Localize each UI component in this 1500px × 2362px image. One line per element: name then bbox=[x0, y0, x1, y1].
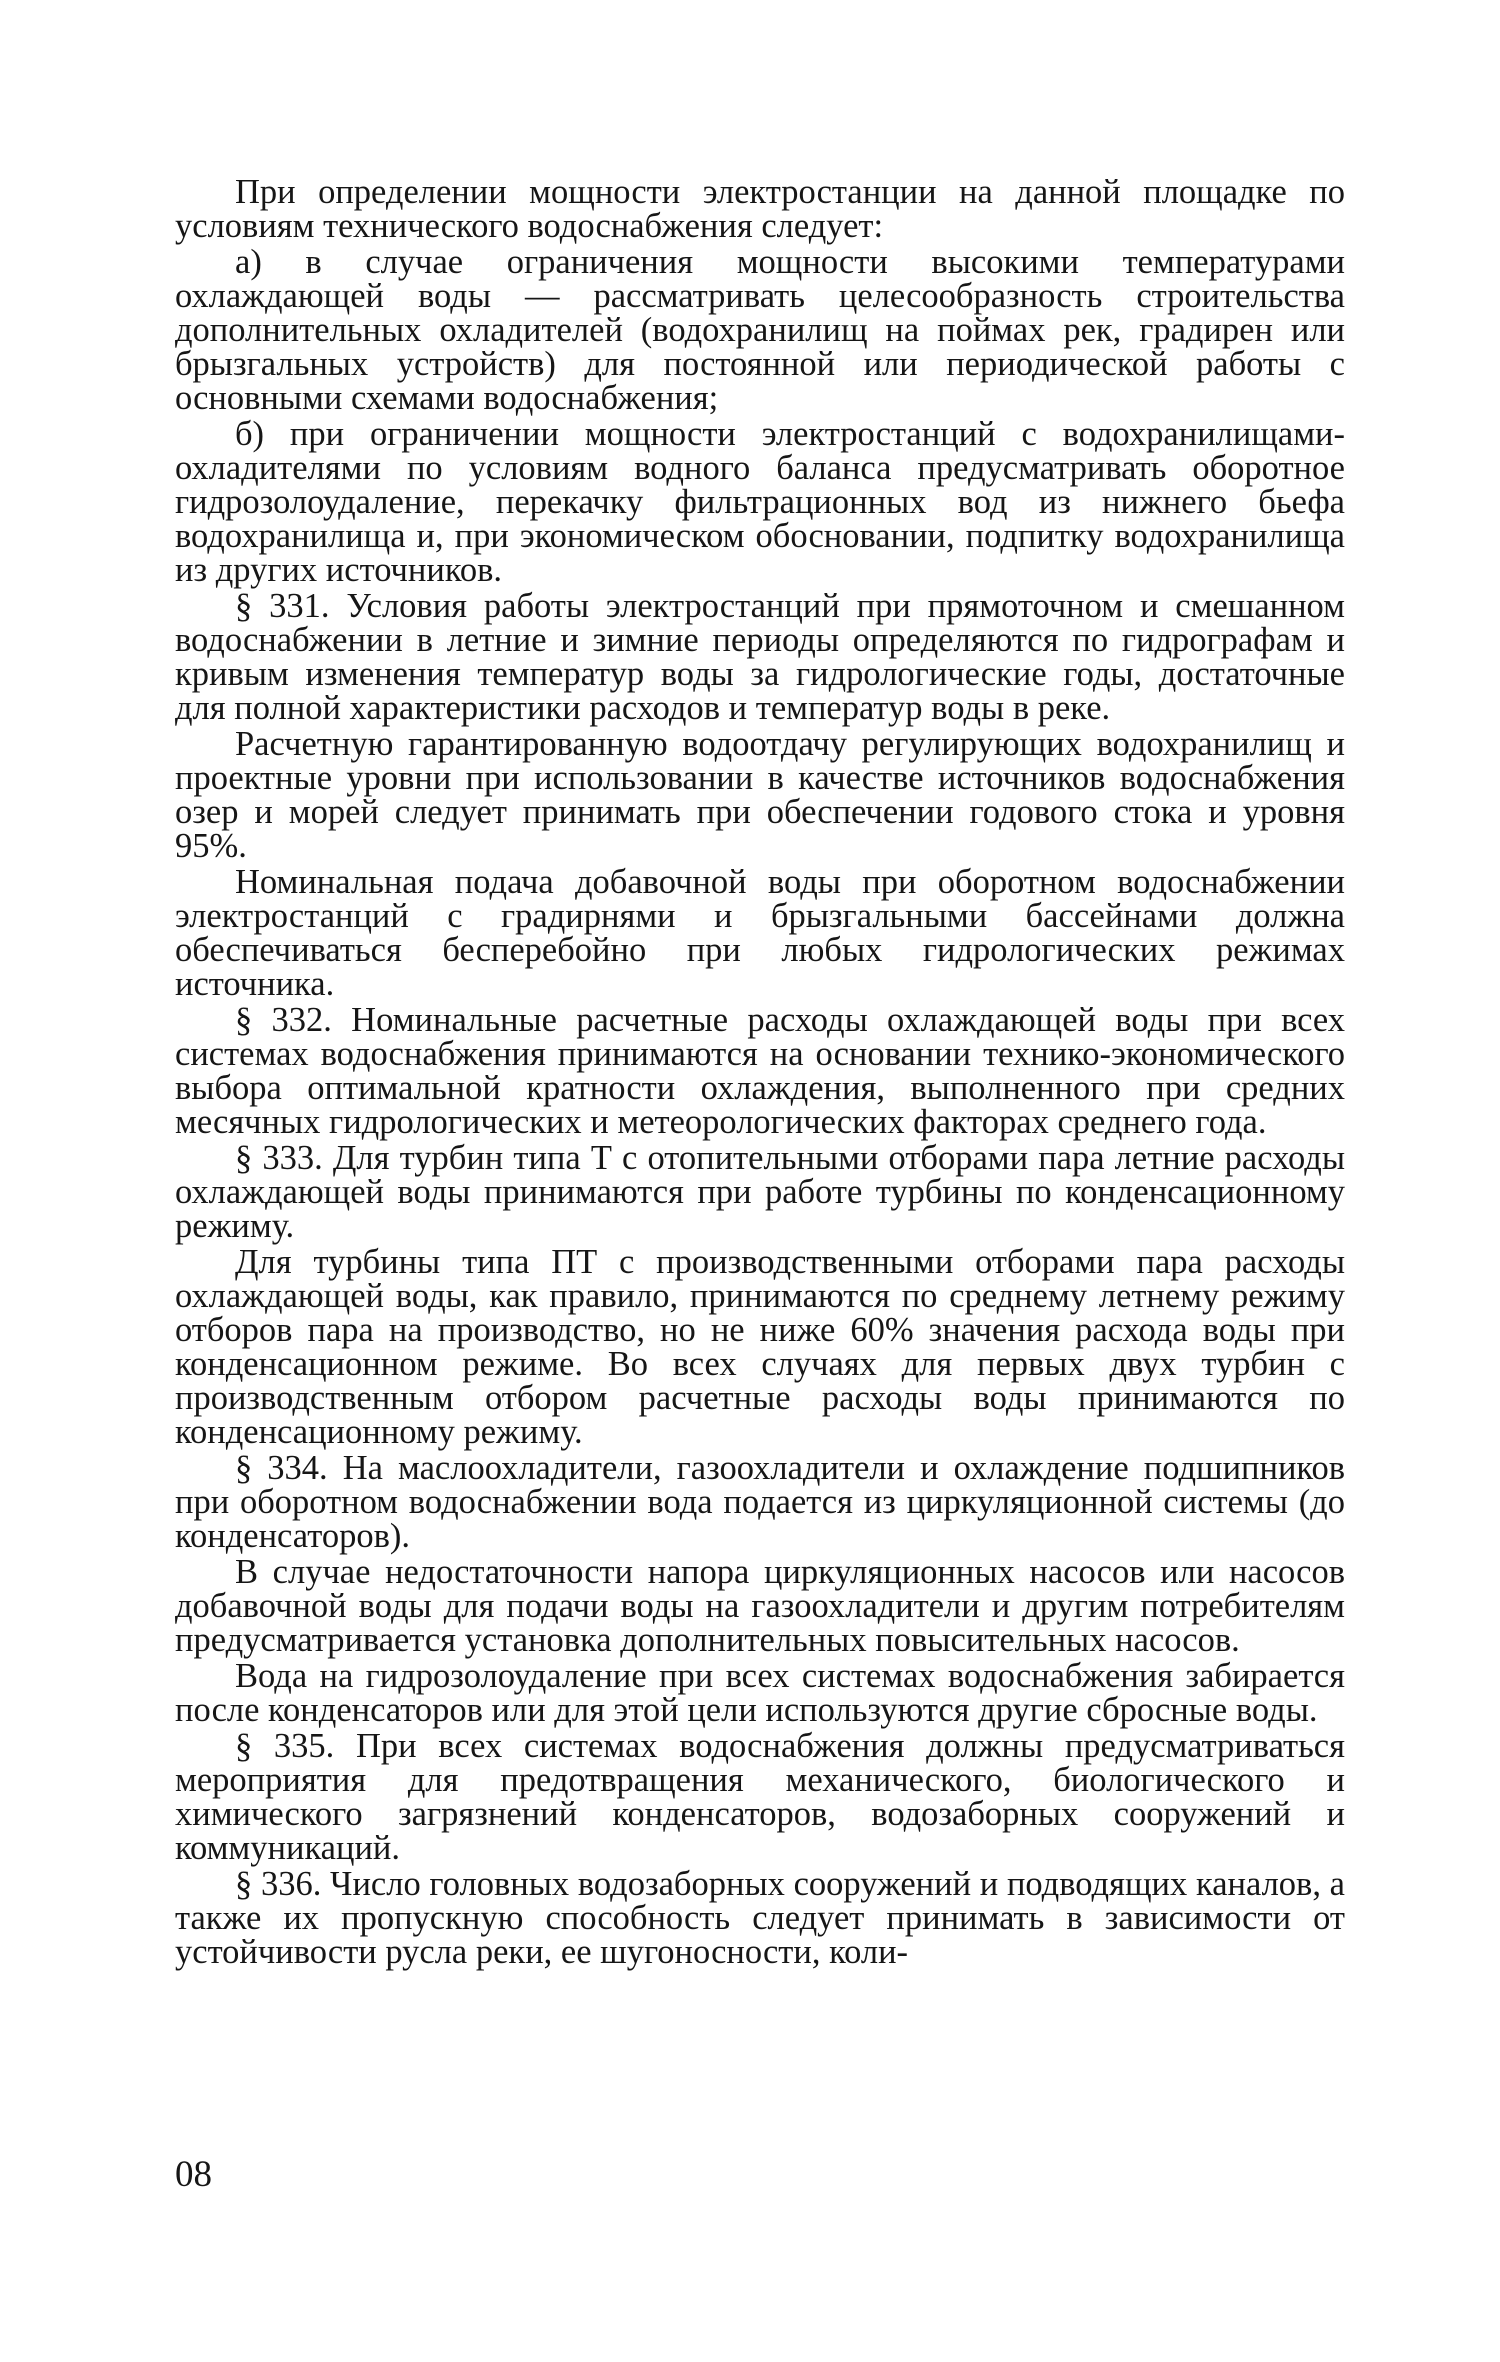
paragraph-section-334: § 334. На маслоохладители, газоохладители и охлаждение подшипников при оборотном водоснабжении вода подается из циркуляционной системы (до конденсаторов). bbox=[175, 1449, 1345, 1555]
paragraph-makeup-water: Номинальная подача добавочной воды при оборотном водоснабжении электростанций с градирнями и брызгальными бассейнами должна обеспечиваться бесперебойно при любых гидрологических режимах источника. bbox=[175, 863, 1345, 1003]
paragraph-water-yield: Расчетную гарантированную водоотдачу регулирующих водохранилищ и проектные уровни при использовании в качестве источников водоснабжения озер и морей следует принимать при обеспечении годового стока и уровня 95%. bbox=[175, 725, 1345, 865]
page-number: 08 bbox=[175, 2154, 212, 2195]
paragraph-ash-removal: Вода на гидрозолоудаление при всех системах водоснабжения забирается после конденсаторов или для этой цели используются другие сбросные воды. bbox=[175, 1657, 1345, 1729]
paragraph-section-336: § 336. Число головных водозаборных сооружений и подводящих каналов, а также их пропускную способность следует принимать в зависимости от устойчивости русла реки, ее шугоносности, коли- bbox=[175, 1865, 1345, 1971]
paragraph-item-a: а) в случае ограничения мощности высокими температурами охлаждающей воды — рассматривать целесообразность строительства дополнительных охладителей (водохранилищ на поймах рек, градирен или брызгальных устройств) для постоянной или периодической работы с основными схемами водоснабжения; bbox=[175, 243, 1345, 417]
paragraph-section-335: § 335. При всех системах водоснабжения должны предусматриваться мероприятия для предотвращения механического, биологического и химического загрязнений конденсаторов, водозаборных сооружений и коммуникаций. bbox=[175, 1727, 1345, 1867]
paragraph-section-331: § 331. Условия работы электростанций при прямоточном и смешанном водоснабжении в летние и зимние периоды определяются по гидрографам и кривым изменения температур воды за гидрологические годы, достаточные для полной характеристики расходов и температур воды в реке. bbox=[175, 587, 1345, 727]
paragraph-intro: При определении мощности электростанции на данной площадке по условиям технического водоснабжения следует: bbox=[175, 173, 1345, 245]
page-text-block bbox=[175, 175, 1345, 1969]
paragraph-section-332: § 332. Номинальные расчетные расходы охлаждающей воды при всех системах водоснабжения принимаются на основании технико-экономического выбора оптимальной кратности охлаждения, выполненного при средних месячных гидрологических и метеорологических факторах среднего года. bbox=[175, 1001, 1345, 1141]
paragraph-item-b: б) при ограничении мощности электростанций с водохранилищами-охладителями по условиям водного баланса предусматривать оборотное гидрозолоудаление, перекачку фильтрационных вод из нижнего бьефа водохранилища и, при экономическом обосновании, подпитку водохранилища из других источников. bbox=[175, 415, 1345, 589]
paragraph-section-333: § 333. Для турбин типа Т с отопительными отборами пара летние расходы охлаждающей воды принимаются при работе турбины по конденсационному режиму. bbox=[175, 1139, 1345, 1245]
paragraph-turbine-pt: Для турбины типа ПТ с производственными отборами пара расходы охлаждающей воды, как правило, принимаются по среднему летнему режиму отборов пара на производство, но не ниже 60% значения расхода воды при конденсационном режиме. Во всех случаях для первых двух турбин с производственным отбором расчетные расходы воды принимаются по конденсационному режиму. bbox=[175, 1243, 1345, 1451]
paragraph-booster-pumps: В случае недостаточности напора циркуляционных насосов или насосов добавочной воды для подачи воды на газоохладители и другим потребителям предусматривается установка дополнительных повысительных насосов. bbox=[175, 1553, 1345, 1659]
